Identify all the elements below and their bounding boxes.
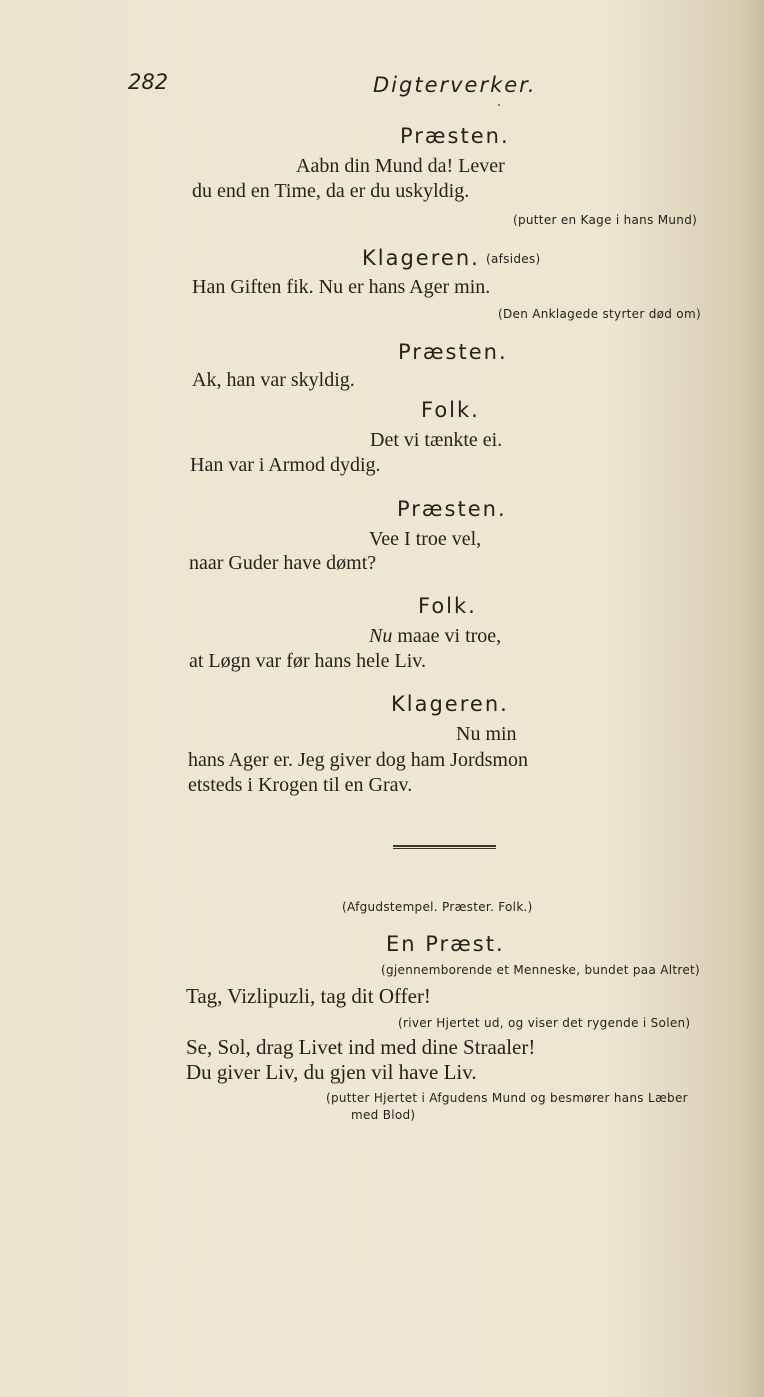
stage-direction-cont: med Blod) <box>351 1108 416 1122</box>
stage-direction: (Den Anklagede styrter død om) <box>498 307 701 321</box>
verse-line: Ak, han var skyldig. <box>192 369 355 391</box>
speaker-praesten-1: Præsten. <box>400 124 510 148</box>
verse-line: Nu min <box>456 723 517 745</box>
running-title: Digterverker. <box>373 73 537 97</box>
section-divider <box>393 845 496 849</box>
scene-setting: (Afgudstempel. Præster. Folk.) <box>342 900 533 914</box>
speaker-en-praest: En Præst. <box>386 932 505 956</box>
verse-line: hans Ager er. Jeg giver dog ham Jordsmon <box>188 749 528 771</box>
page-number: 282 <box>128 70 169 94</box>
speaker-praesten-3: Præsten. <box>397 497 507 521</box>
verse-line: naar Guder have dømt? <box>189 552 377 574</box>
speaker-klageren-1: Klageren. <box>362 246 480 270</box>
verse-line: etsteds i Krogen til en Grav. <box>188 774 413 796</box>
stage-direction-aside: (afsides) <box>486 252 541 266</box>
stage-direction: (river Hjertet ud, og viser det rygende i Solen) <box>398 1016 691 1030</box>
verse-line: Vee I troe vel, <box>369 528 482 550</box>
speaker-folk-2: Folk. <box>418 594 477 618</box>
emphasis: Nu <box>369 625 393 647</box>
verse-line: Du giver Liv, du gjen vil have Liv. <box>186 1060 477 1084</box>
speaker-klageren-2: Klageren. <box>391 692 509 716</box>
verse-line: Han Giften fik. Nu er hans Ager min. <box>192 276 491 298</box>
verse-line: at Løgn var før hans hele Liv. <box>189 650 426 672</box>
stage-direction: (gjennemborende et Menneske, bundet paa Altret) <box>381 963 701 977</box>
verse-line: Se, Sol, drag Livet ind med dine Straaler! <box>186 1035 536 1059</box>
speaker-folk-1: Folk. <box>421 398 480 422</box>
verse-line: du end en Time, da er du uskyldig. <box>192 180 470 202</box>
verse-line: Han var i Armod dydig. <box>190 454 381 476</box>
stage-direction: (putter en Kage i hans Mund) <box>513 213 698 227</box>
print-speck <box>498 104 500 106</box>
verse-line: Aabn din Mund da! Lever <box>296 155 505 177</box>
verse-line: Det vi tænkte ei. <box>370 429 503 451</box>
verse-line <box>369 625 501 648</box>
stage-direction: (putter Hjertet i Afgudens Mund og besmører hans Læber <box>326 1091 688 1105</box>
speaker-praesten-2: Præsten. <box>398 340 508 364</box>
verse-line-rest: maae vi troe, <box>392 625 502 647</box>
verse-line: Tag, Vizlipuzli, tag dit Offer! <box>186 984 431 1008</box>
